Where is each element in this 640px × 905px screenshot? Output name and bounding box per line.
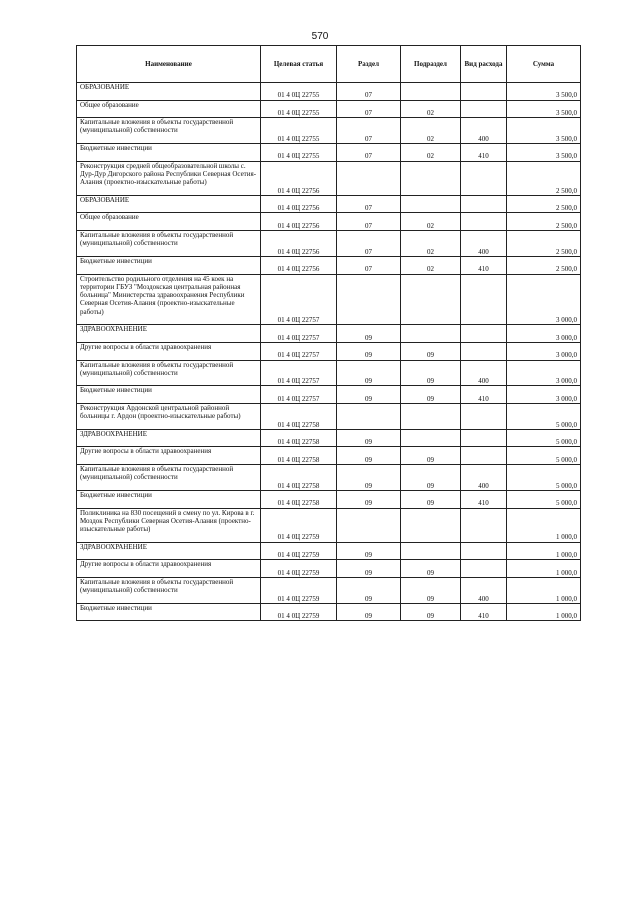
row-section: 09 [337, 560, 401, 578]
row-section [337, 508, 401, 542]
row-amount: 5 000,0 [507, 404, 581, 430]
row-expense-type: 410 [461, 490, 507, 508]
row-section: 07 [337, 83, 401, 101]
row-expense-type [461, 542, 507, 560]
row-amount: 5 000,0 [507, 490, 581, 508]
row-section: 09 [337, 603, 401, 621]
row-target-article: 01 4 0Ц 22759 [261, 603, 337, 621]
row-subsection: 09 [401, 360, 461, 386]
row-subsection: 02 [401, 256, 461, 274]
row-section [337, 161, 401, 195]
table-row [77, 231, 581, 257]
row-name: Бюджетные инвестиции [77, 386, 261, 404]
row-expense-type [461, 195, 507, 213]
row-subsection [401, 404, 461, 430]
row-subsection: 09 [401, 386, 461, 404]
row-name: Строительство родильного отделения на 45 коек на территории ГБУЗ "Моздокская центральная районная больница" Министерства здравоохранения Республики Северная Осетия-Алания (проектно-изыскательные работы) [77, 274, 261, 325]
table-row [77, 100, 581, 118]
table-row [77, 195, 581, 213]
row-amount: 1 000,0 [507, 603, 581, 621]
row-target-article: 01 4 0Ц 22757 [261, 325, 337, 343]
row-name: ОБРАЗОВАНИЕ [77, 83, 261, 101]
table-row [77, 360, 581, 386]
row-section: 09 [337, 465, 401, 491]
row-expense-type [461, 100, 507, 118]
row-subsection: 02 [401, 100, 461, 118]
row-target-article: 01 4 0Ц 22755 [261, 83, 337, 101]
row-subsection: 02 [401, 144, 461, 162]
header-expense-type: Вид расхода [461, 46, 507, 83]
row-name: Другие вопросы в области здравоохранения [77, 447, 261, 465]
row-target-article: 01 4 0Ц 22759 [261, 577, 337, 603]
row-expense-type [461, 325, 507, 343]
page-number: 570 [311, 31, 329, 42]
table-row [77, 577, 581, 603]
table-row [77, 490, 581, 508]
row-name: Поликлиника на 830 посещений в смену по ул. Кирова в г. Моздок Республики Северная Осетия-Алания (проектно-изыскательные работы) [77, 508, 261, 542]
row-amount: 2 500,0 [507, 256, 581, 274]
row-target-article: 01 4 0Ц 22758 [261, 429, 337, 447]
table-row [77, 256, 581, 274]
row-expense-type: 400 [461, 577, 507, 603]
row-section: 09 [337, 386, 401, 404]
row-name: Общее образование [77, 213, 261, 231]
row-amount: 2 500,0 [507, 213, 581, 231]
row-amount: 3 000,0 [507, 274, 581, 325]
table-row [77, 603, 581, 621]
row-subsection [401, 508, 461, 542]
row-amount: 3 500,0 [507, 100, 581, 118]
row-expense-type: 400 [461, 465, 507, 491]
row-amount: 1 000,0 [507, 577, 581, 603]
table-row [77, 542, 581, 560]
row-section: 09 [337, 342, 401, 360]
row-subsection: 02 [401, 213, 461, 231]
row-name: Реконструкция средней общеобразовательной школы с. Дур-Дур Дигорского района Республики Северная Осетия-Алания (проектно-изыскательные работы) [77, 161, 261, 195]
row-target-article: 01 4 0Ц 22758 [261, 404, 337, 430]
row-subsection: 09 [401, 603, 461, 621]
table-row [77, 213, 581, 231]
row-target-article: 01 4 0Ц 22758 [261, 447, 337, 465]
row-amount: 3 000,0 [507, 360, 581, 386]
row-section: 09 [337, 542, 401, 560]
header-subsection: Подраздел [401, 46, 461, 83]
table-row [77, 161, 581, 195]
budget-table [76, 45, 581, 621]
row-name: Бюджетные инвестиции [77, 144, 261, 162]
row-expense-type: 410 [461, 603, 507, 621]
row-section [337, 274, 401, 325]
row-section: 07 [337, 144, 401, 162]
row-subsection [401, 542, 461, 560]
row-expense-type: 400 [461, 360, 507, 386]
row-section: 07 [337, 195, 401, 213]
row-expense-type [461, 447, 507, 465]
row-target-article: 01 4 0Ц 22756 [261, 195, 337, 213]
row-amount: 2 500,0 [507, 231, 581, 257]
row-target-article: 01 4 0Ц 22755 [261, 144, 337, 162]
row-amount: 5 000,0 [507, 465, 581, 491]
row-section: 09 [337, 577, 401, 603]
row-amount: 2 500,0 [507, 195, 581, 213]
row-section: 07 [337, 100, 401, 118]
row-amount: 3 000,0 [507, 325, 581, 343]
row-amount: 2 500,0 [507, 161, 581, 195]
row-section: 07 [337, 231, 401, 257]
table-row [77, 342, 581, 360]
row-target-article: 01 4 0Ц 22755 [261, 100, 337, 118]
header-target-article: Целевая статья [261, 46, 337, 83]
row-amount: 5 000,0 [507, 429, 581, 447]
row-name: Общее образование [77, 100, 261, 118]
row-name: ЗДРАВООХРАНЕНИЕ [77, 429, 261, 447]
row-subsection [401, 195, 461, 213]
row-name: Другие вопросы в области здравоохранения [77, 342, 261, 360]
row-subsection: 09 [401, 342, 461, 360]
row-section: 09 [337, 325, 401, 343]
row-name: ЗДРАВООХРАНЕНИЕ [77, 325, 261, 343]
row-name: Реконструкция Ардонской центральной районной больницы г. Ардон (проектно-изыскательные работы) [77, 404, 261, 430]
table-row [77, 144, 581, 162]
row-name: Капитальные вложения в объекты государственной (муниципальной) собственности [77, 231, 261, 257]
row-expense-type [461, 213, 507, 231]
row-subsection: 09 [401, 560, 461, 578]
row-section: 07 [337, 256, 401, 274]
row-target-article: 01 4 0Ц 22757 [261, 360, 337, 386]
row-target-article: 01 4 0Ц 22757 [261, 386, 337, 404]
row-target-article: 01 4 0Ц 22759 [261, 542, 337, 560]
table-row [77, 274, 581, 325]
row-subsection [401, 429, 461, 447]
table-header-row [77, 46, 581, 83]
row-name: Бюджетные инвестиции [77, 603, 261, 621]
row-target-article: 01 4 0Ц 22756 [261, 256, 337, 274]
row-subsection: 02 [401, 231, 461, 257]
row-amount: 1 000,0 [507, 508, 581, 542]
row-name: Капитальные вложения в объекты государственной (муниципальной) собственности [77, 360, 261, 386]
row-expense-type [461, 161, 507, 195]
row-name: Другие вопросы в области здравоохранения [77, 560, 261, 578]
row-section: 07 [337, 213, 401, 231]
row-target-article: 01 4 0Ц 22756 [261, 213, 337, 231]
row-expense-type [461, 342, 507, 360]
row-amount: 3 500,0 [507, 83, 581, 101]
row-target-article: 01 4 0Ц 22758 [261, 465, 337, 491]
row-expense-type [461, 429, 507, 447]
row-target-article: 01 4 0Ц 22759 [261, 508, 337, 542]
row-name: ОБРАЗОВАНИЕ [77, 195, 261, 213]
row-name: Капитальные вложения в объекты государственной (муниципальной) собственности [77, 577, 261, 603]
table-row [77, 386, 581, 404]
row-target-article: 01 4 0Ц 22758 [261, 490, 337, 508]
row-name: Капитальные вложения в объекты государственной (муниципальной) собственности [77, 118, 261, 144]
row-subsection: 09 [401, 490, 461, 508]
row-target-article: 01 4 0Ц 22756 [261, 161, 337, 195]
row-amount: 3 500,0 [507, 118, 581, 144]
row-expense-type [461, 83, 507, 101]
row-expense-type: 400 [461, 118, 507, 144]
row-section: 09 [337, 490, 401, 508]
row-subsection [401, 274, 461, 325]
row-section: 09 [337, 447, 401, 465]
row-subsection: 09 [401, 577, 461, 603]
row-name: Капитальные вложения в объекты государственной (муниципальной) собственности [77, 465, 261, 491]
table-row [77, 118, 581, 144]
table-row [77, 508, 581, 542]
table-row [77, 429, 581, 447]
row-expense-type [461, 560, 507, 578]
row-amount: 1 000,0 [507, 542, 581, 560]
row-target-article: 01 4 0Ц 22756 [261, 231, 337, 257]
row-target-article: 01 4 0Ц 22755 [261, 118, 337, 144]
header-amount: Сумма [507, 46, 581, 83]
row-name: Бюджетные инвестиции [77, 256, 261, 274]
row-name: Бюджетные инвестиции [77, 490, 261, 508]
row-expense-type [461, 274, 507, 325]
row-expense-type [461, 508, 507, 542]
row-amount: 3 000,0 [507, 342, 581, 360]
row-subsection: 09 [401, 465, 461, 491]
table-row [77, 465, 581, 491]
row-section: 07 [337, 118, 401, 144]
row-amount: 3 500,0 [507, 144, 581, 162]
row-expense-type: 400 [461, 231, 507, 257]
table-row [77, 447, 581, 465]
table-row [77, 83, 581, 101]
row-expense-type: 410 [461, 256, 507, 274]
row-subsection [401, 83, 461, 101]
row-target-article: 01 4 0Ц 22757 [261, 274, 337, 325]
table-row [77, 325, 581, 343]
row-section: 09 [337, 360, 401, 386]
row-section: 09 [337, 429, 401, 447]
row-subsection [401, 161, 461, 195]
row-target-article: 01 4 0Ц 22757 [261, 342, 337, 360]
table-row [77, 404, 581, 430]
row-expense-type: 410 [461, 386, 507, 404]
row-expense-type: 410 [461, 144, 507, 162]
row-expense-type [461, 404, 507, 430]
row-subsection: 02 [401, 118, 461, 144]
row-amount: 5 000,0 [507, 447, 581, 465]
row-subsection: 09 [401, 447, 461, 465]
header-name: Наименование [77, 46, 261, 83]
row-section [337, 404, 401, 430]
table-row [77, 560, 581, 578]
header-section: Раздел [337, 46, 401, 83]
row-target-article: 01 4 0Ц 22759 [261, 560, 337, 578]
row-amount: 1 000,0 [507, 560, 581, 578]
row-amount: 3 000,0 [507, 386, 581, 404]
row-name: ЗДРАВООХРАНЕНИЕ [77, 542, 261, 560]
row-subsection [401, 325, 461, 343]
